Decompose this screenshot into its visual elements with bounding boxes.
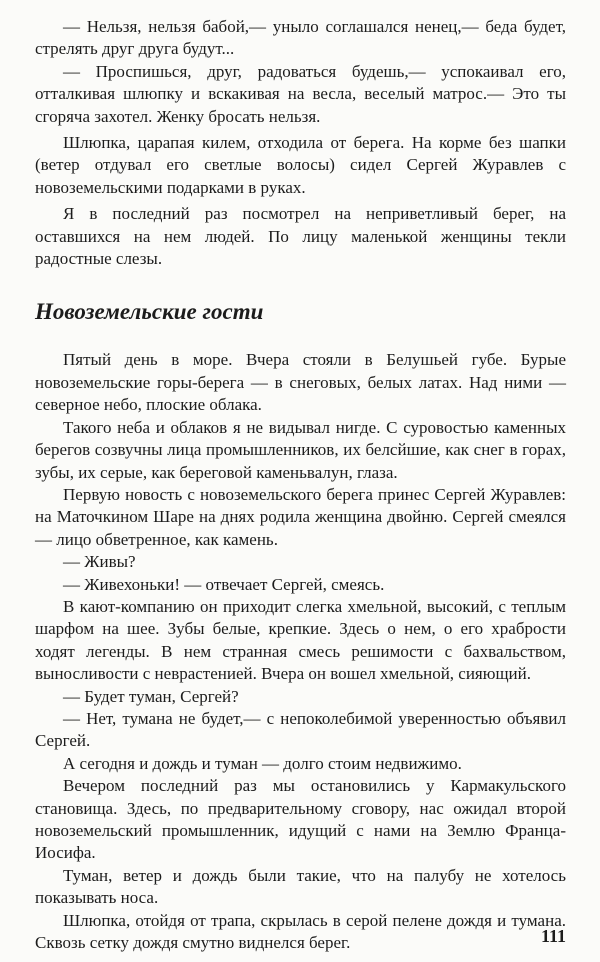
page-number: 111 xyxy=(540,926,566,946)
dialogue-line: — Будет туман, Сергей? xyxy=(63,686,239,706)
paragraph: Первую новость с новоземельского берега принес Сергей Журавлев: на Маточкином Шаре на днях родила женщина двойню. Сергей смеялся — лицо обветренное, как камень. xyxy=(35,484,566,549)
paragraph: Я в последний раз посмотрел на неприветливый берег, на оставшихся на нем людей. По лицу маленькой женщины текли радостные слезы. xyxy=(35,204,566,269)
paragraph: Шлюпка, царапая килем, отходила от берега. На корме без шапки (ветер отдувал его светлые волосы) сидел Сергей Журавлев с новоземельскими подарками в руках. xyxy=(35,133,566,197)
book-page xyxy=(35,16,566,953)
paragraph: Такого неба и облаков я не видывал нигде. С суровостью каменных берегов созвучны лица промышленников, их белсйшие, как снег в горах, зубы, их серые, как береговой каменьвалун, глаза. xyxy=(35,417,566,482)
dialogue-line: — Нет, тумана не будет,— с непоколебимой уверенностью объявил Сергей. xyxy=(35,708,566,751)
paragraph: Шлюпка, отойдя от трапа, скрылась в серой пелене дождя и тумана. Сквозь сетку дождя смутно виднелся берег. xyxy=(35,910,566,953)
paragraph: А сегодня и дождь и туман — долго стоим недвижимо. xyxy=(63,753,462,773)
dialogue-line: — Живехоньки! — отвечает Сергей, смеясь. xyxy=(63,574,385,594)
paragraph: Туман, ветер и дождь были такие, что на палубу не хотелось показывать носа. xyxy=(35,865,566,908)
paragraph: Пятый день в море. Вчера стояли в Белушьей губе. Бурые новоземельские горы-берега — в снеговых, белых латах. Над ними — северное небо, плоские облака. xyxy=(35,350,566,415)
paragraph: — Нельзя, нельзя бабой,— уныло соглашался ненец,— беда будет, стрелять друг друга будут... xyxy=(35,17,566,59)
chapter-title: Новоземельские гости xyxy=(35,299,264,325)
dialogue-line: — Живы? xyxy=(63,552,136,572)
paragraph: — Проспишься, друг, радоваться будешь,— успокаивал его, отталкивая шлюпку и вскакивая на весла, веселый матрос.— Это ты сгоряча захотел. Женку бросать нельзя. xyxy=(35,61,566,126)
paragraph: Вечером последний раз мы остановились у Кармакульского становища. Здесь, по предварительному сговору, нас ожидал второй новоземельский промышленник, идущий с нами на Землю Франца-Иосифа. xyxy=(35,776,566,863)
paragraph: В кают-компанию он приходит слегка хмельной, высокий, с теплым шарфом на шее. Зубы белые, крепкие. Здесь о нем, о его храбрости ходят легенды. В нем странная смесь решимости с бахвальством, выносливости с неврастенией. Вчера он вошел хмельной, сияющий. xyxy=(35,596,566,684)
